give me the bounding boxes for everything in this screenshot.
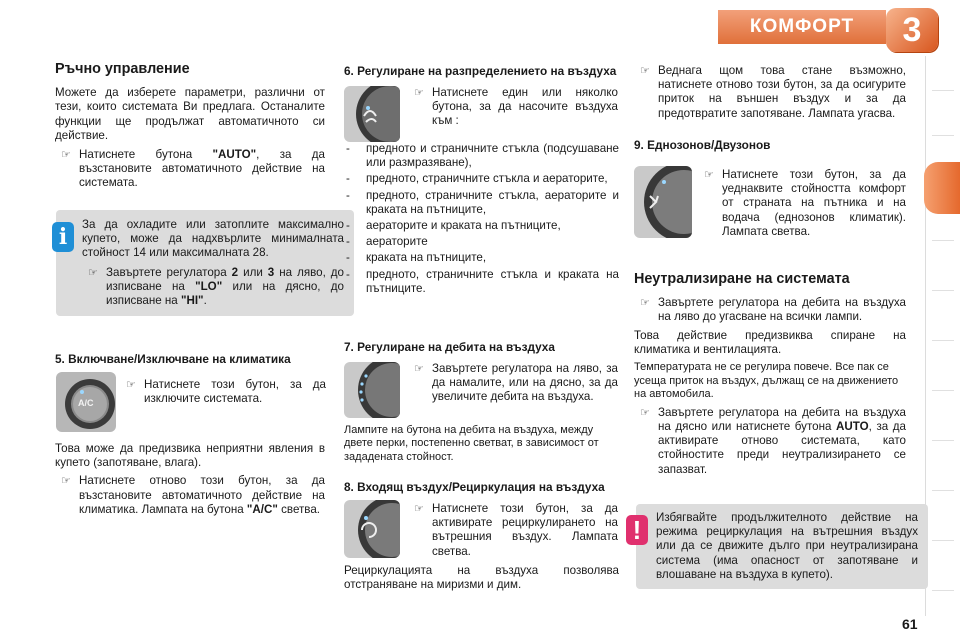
section-9-title-wrap bbox=[634, 138, 906, 152]
list-item: - аераторите bbox=[346, 235, 428, 249]
section-8-para-wrap bbox=[344, 564, 619, 592]
section-7-title: 7. Регулиране на дебита на въздуха bbox=[344, 340, 555, 354]
hand-pointer-icon: ☞ bbox=[414, 363, 424, 375]
hand-pointer-icon: ☞ bbox=[640, 65, 650, 77]
section-8-title-wrap bbox=[344, 480, 619, 494]
chapter-tab-rail bbox=[925, 56, 960, 616]
neutralize-para-2: Температурата не се регулира повече. Все пак се усеща приток на въздух, дължащ се на движението на автомобила. bbox=[634, 361, 899, 401]
section-9-title: 9. Еднозонов/Двузонов bbox=[634, 138, 771, 152]
ac-button-label: A/C bbox=[78, 398, 94, 408]
rail-divider bbox=[932, 90, 954, 91]
list-item: - предното и страничните стъкла (подсушаване или размразяване), bbox=[346, 142, 619, 170]
section-7-note: Лампите на бутона на дебита на въздуха, между двете перки, постепенно светват, в зависимост от зададената стойност. bbox=[344, 424, 599, 463]
air-distribution-list bbox=[344, 142, 619, 296]
warning-text: Избягвайте продължителното действие на режима рециркулация на вътрешния въздух или да се движите дълго при неутрализирана система (има опасност от запотяване и влошаване на въздуха в купето). bbox=[656, 511, 918, 581]
rail-divider bbox=[932, 340, 954, 341]
section-5-para: Това може да предизвика неприятни явления в купето (запотяване, влага). bbox=[55, 442, 325, 470]
section-8-para: Рециркулацията на въздуха позволява отстраняване на миризми и дим. bbox=[344, 564, 619, 592]
rail-divider bbox=[932, 490, 954, 491]
neutralize-para-1: Това действие предизвиква спиране на климатика и вентилацията. bbox=[634, 328, 906, 356]
section-8-bullet-wrap bbox=[408, 502, 618, 559]
section-6-title: 6. Регулиране на разпределението на въздуха bbox=[344, 64, 617, 78]
section-5-title: 5. Включване/Изключване на климатика bbox=[55, 352, 291, 366]
rail-divider bbox=[932, 540, 954, 541]
hand-pointer-icon: ☞ bbox=[414, 87, 424, 99]
warning-box bbox=[636, 504, 928, 589]
section-5-bullet-2: ☞ Натиснете отново този бутон, за да възстановите автоматичното действие на климатика. Лампата на бутона "A/C" светва. bbox=[61, 474, 325, 516]
page-title: КОМФОРТ bbox=[718, 10, 886, 44]
rail-divider bbox=[932, 240, 954, 241]
neutralize-bullet-2: ☞ Завъртете регулатора на дебита на въздуха на дясно или натиснете бутона AUTO, за да активирате отново системата, като стойностите преди неутрализирането се запазват. bbox=[640, 405, 907, 476]
list-item: - аераторите и краката на пътниците, bbox=[346, 219, 561, 233]
section-7-bullet-wrap bbox=[408, 362, 618, 405]
neutralize-title: Неутрализиране на системата bbox=[634, 271, 850, 287]
rail-divider bbox=[932, 135, 954, 136]
list-item: - предното, страничните стъкла и аераторите, bbox=[346, 172, 608, 186]
rail-divider bbox=[932, 440, 954, 441]
rail-divider bbox=[932, 590, 954, 591]
section-9-bullet: ☞ Натиснете този бутон, за да уеднаквите стойността комфорт от страната на пътника и на водача (еднозонов климатик). Лампата светва. bbox=[704, 168, 906, 238]
info-bullet: ☞ Завъртете регулатора 2 или 3 на ляво, до изписване на "LO" или на дясно, до изписване на "HI". bbox=[88, 265, 345, 308]
manual-control-title: Ръчно управление bbox=[55, 61, 190, 77]
hand-pointer-icon: ☞ bbox=[126, 379, 136, 391]
section-6-title-wrap bbox=[344, 64, 619, 78]
warning-icon: ! bbox=[626, 515, 648, 545]
section-7-bullet: ☞ Завъртете регулатора на ляво, за да намалите, или на дясно, за да увеличите дебита на въздуха. bbox=[414, 362, 618, 404]
list-item: - предното, страничните стъкла, аераторите и краката на пътниците, bbox=[346, 188, 619, 216]
info-box bbox=[56, 210, 354, 316]
section-5-bullet-wrap bbox=[120, 378, 326, 406]
column-1 bbox=[55, 62, 325, 191]
auto-bullet: ☞ Натиснете бутона "AUTO", за да възстановите автоматичното действие на системата. bbox=[61, 148, 325, 190]
neutralize-bullet-1: ☞ Завъртете регулатора на дебита на въздуха на ляво до угасване на всички лампи. bbox=[640, 296, 906, 324]
ac-button-photo bbox=[56, 372, 116, 432]
hand-pointer-icon: ☞ bbox=[414, 503, 424, 515]
chapter-number-badge: 3 bbox=[886, 8, 938, 52]
hand-pointer-icon: ☞ bbox=[640, 297, 650, 310]
recirculation-button-photo bbox=[344, 500, 400, 558]
air-distribution-button-photo bbox=[344, 86, 400, 142]
list-item: - краката на пътниците, bbox=[346, 251, 487, 265]
section-7-note-wrap bbox=[344, 424, 619, 464]
outside-air-bullet: ☞ Веднага щом това стане възможно, натиснете отново този бутон, за да осигурите приток на външен въздух и за да предотвратите запотяване. Лампата угасва. bbox=[640, 64, 906, 120]
hand-pointer-icon: ☞ bbox=[88, 266, 98, 279]
hand-pointer-icon: ☞ bbox=[704, 169, 714, 181]
info-icon: i bbox=[52, 222, 74, 252]
page-number: 61 bbox=[902, 616, 918, 632]
section-5-bullet: ☞ Натиснете този бутон, за да изключите системата. bbox=[126, 378, 326, 406]
section-6-bullet-wrap bbox=[408, 86, 618, 129]
section-5 bbox=[55, 352, 325, 366]
section-5-body bbox=[55, 442, 325, 517]
section-9-bullet-wrap bbox=[698, 168, 906, 239]
section-6-bullet: ☞ Натиснете един или няколко бутона, за да насочите въздуха към : bbox=[414, 86, 618, 128]
airflow-knob-photo bbox=[344, 362, 400, 418]
section-8-title: 8. Входящ въздух/Рециркулация на въздуха bbox=[344, 480, 605, 494]
neutralize-section bbox=[634, 272, 906, 477]
section-7-title-wrap bbox=[344, 340, 619, 354]
hand-pointer-icon: ☞ bbox=[640, 406, 650, 419]
rail-divider bbox=[932, 390, 954, 391]
section-8-bullet: ☞ Натиснете този бутон, за да активирате рециркулирането на вътрешния въздух. Лампата светва. bbox=[414, 502, 618, 558]
column-3-top bbox=[634, 64, 906, 121]
info-text: За да охладите или затоплите максимално купето, може да надхвърлите минималната стойност 14 или максималната 28. bbox=[82, 218, 344, 260]
hand-pointer-icon: ☞ bbox=[61, 149, 71, 162]
manual-intro: Можете да изберете параметри, различни от тези, които системата Ви предлага. Останалите функции ще продължат автоматичното си действие. bbox=[55, 86, 325, 142]
dual-zone-button-photo bbox=[634, 166, 692, 238]
rail-divider bbox=[932, 290, 954, 291]
hand-pointer-icon: ☞ bbox=[61, 475, 71, 488]
list-item: - предното, страничните стъкла и краката на пътниците. bbox=[346, 267, 619, 295]
active-chapter-tab[interactable] bbox=[924, 162, 960, 214]
